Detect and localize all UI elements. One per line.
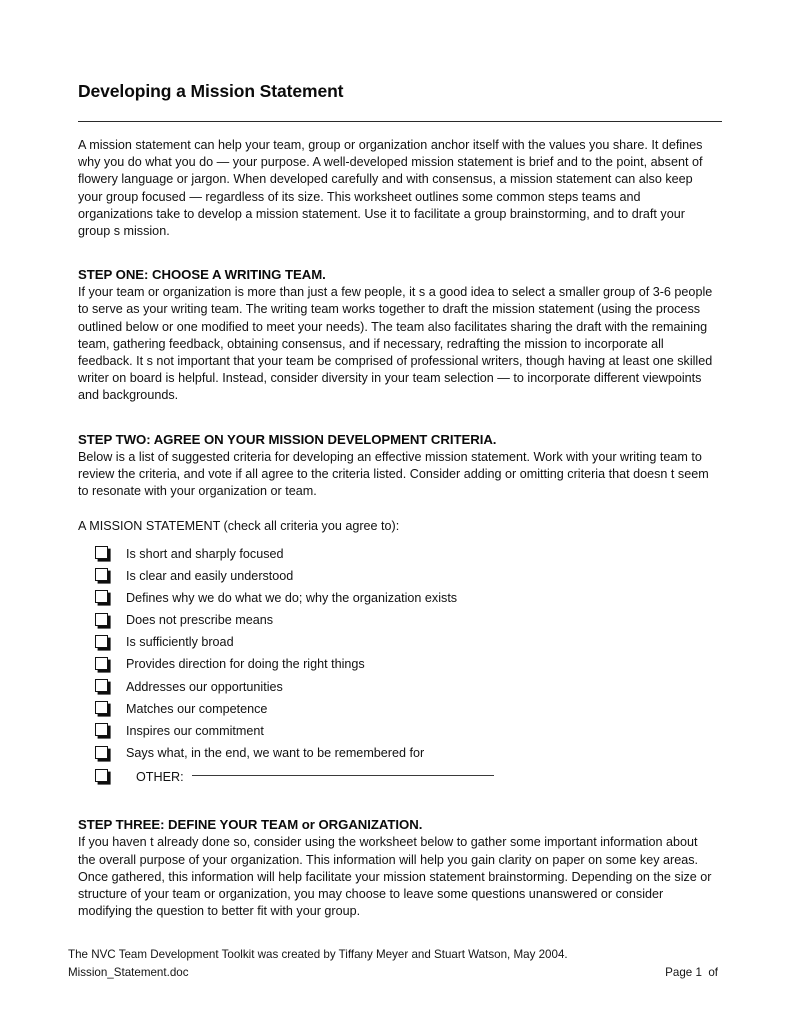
document-content [78, 80, 722, 920]
step-one-section [78, 266, 722, 404]
footer-page-number: Page 1 of [665, 965, 718, 979]
checkbox-icon[interactable] [95, 635, 108, 648]
checklist-item[interactable] [78, 565, 722, 587]
checklist-item-label: Defines why we do what we do; why the organization exists [126, 590, 458, 605]
footer-credit: The NVC Team Development Toolkit was created by Tiffany Meyer and Stuart Watson, May 2004. [68, 948, 568, 961]
checklist-item-other[interactable] [78, 765, 722, 789]
checklist-item[interactable] [78, 720, 722, 742]
checklist-item[interactable] [78, 609, 722, 631]
checkbox-icon[interactable] [95, 679, 108, 692]
step-three-section [78, 816, 722, 920]
step-two-section [78, 431, 722, 790]
checkbox-icon[interactable] [95, 701, 108, 714]
footer-filename: Mission_Statement.doc [68, 965, 189, 979]
checklist-item[interactable] [78, 587, 722, 609]
step-one-heading: STEP ONE: CHOOSE A WRITING TEAM. [78, 267, 326, 283]
other-label: OTHER: [136, 770, 184, 785]
intro-paragraph: A mission statement can help your team, group or organization anchor itself with the values you share. It defines why you do what you do — your purpose. A well-developed mission statement is brief and to the point, absent of flowery language or jargon. When developed carefully and with consensus, a mission statement can also keep your group focused — regardless of its size. This worksheet outlines some common steps teams and organizations take to develop a mission statement. Use it to facilitate a group brainstorming, and to draft your group s mission. [78, 138, 703, 239]
page-footer [68, 946, 720, 981]
checklist-item[interactable] [78, 676, 722, 698]
step-three-body: If you haven t already done so, consider using the worksheet below to gather some important information about the overall purpose of your organization. This information will help you gain clarity on paper on some key areas. Once gathered, this information will help facilitate your mission statement brainstorming. Depending on the size or structure of your team or organization, you may choose to leave some questions unanswered or consider modifying the question to better fit with your group. [78, 835, 712, 919]
other-write-in-field[interactable] [192, 775, 494, 776]
checklist-item-label: Is sufficiently broad [126, 635, 234, 650]
checklist-item[interactable] [78, 698, 722, 720]
checklist-item-label: Is clear and easily understood [126, 568, 294, 583]
checkbox-icon[interactable] [95, 613, 108, 626]
step-two-body: Below is a list of suggested criteria for developing an effective mission statement. Work with your writing team to review the criteria, and vote if all agree to the criteria listed. Consider adding or omitting criteria that doesn t seem to resonate with your organization or team. [78, 449, 709, 499]
checkbox-icon[interactable] [95, 546, 108, 559]
step-two-heading: STEP TWO: AGREE ON YOUR MISSION DEVELOPMENT CRITERIA. [78, 431, 497, 447]
footer-bottom-row [68, 964, 720, 982]
checkbox-icon[interactable] [95, 568, 108, 581]
checklist-item-label: Inspires our commitment [126, 724, 264, 739]
page-title: Developing a Mission Statement [78, 81, 344, 101]
checklist-item[interactable] [78, 631, 722, 653]
checklist-item[interactable] [78, 542, 722, 564]
checklist-intro: A MISSION STATEMENT (check all criteria you agree to): [78, 519, 400, 534]
checklist-item[interactable] [78, 742, 722, 764]
criteria-checklist [78, 542, 722, 789]
checklist-item-label: Says what, in the end, we want to be remembered for [126, 746, 425, 761]
checklist-item-label: Is short and sharply focused [126, 546, 284, 561]
checkbox-icon[interactable] [95, 746, 108, 759]
step-one-body: If your team or organization is more than just a few people, it s a good idea to select a smaller group of 3-6 people to serve as your writing team. The writing team works together to draft the mission statement (using the process outlined below or one modified to meet your needs). The team also facilitates sharing the draft with the remaining team, gathering feedback, obtaining consensus, and if necessary, redrafting the mission to incorporate all feedback. It s not important that your team be comprised of professional writers, though having at least one skilled writer on board is helpful. Instead, consider diversity in your team selection — to incorporate different viewpoints and backgrounds. [78, 285, 713, 403]
checklist-item-label: Does not prescribe means [126, 613, 273, 628]
checkbox-icon[interactable] [95, 769, 108, 782]
checklist-item[interactable] [78, 653, 722, 675]
checkbox-icon[interactable] [95, 590, 108, 603]
checklist-item-label: Addresses our opportunities [126, 679, 283, 694]
checkbox-icon[interactable] [95, 657, 108, 670]
title-divider [78, 121, 722, 122]
checklist-item-label: Matches our competence [126, 701, 268, 716]
checkbox-icon[interactable] [95, 723, 108, 736]
step-three-heading: STEP THREE: DEFINE YOUR TEAM or ORGANIZATION. [78, 817, 423, 833]
checklist-item-label: Provides direction for doing the right things [126, 657, 365, 672]
